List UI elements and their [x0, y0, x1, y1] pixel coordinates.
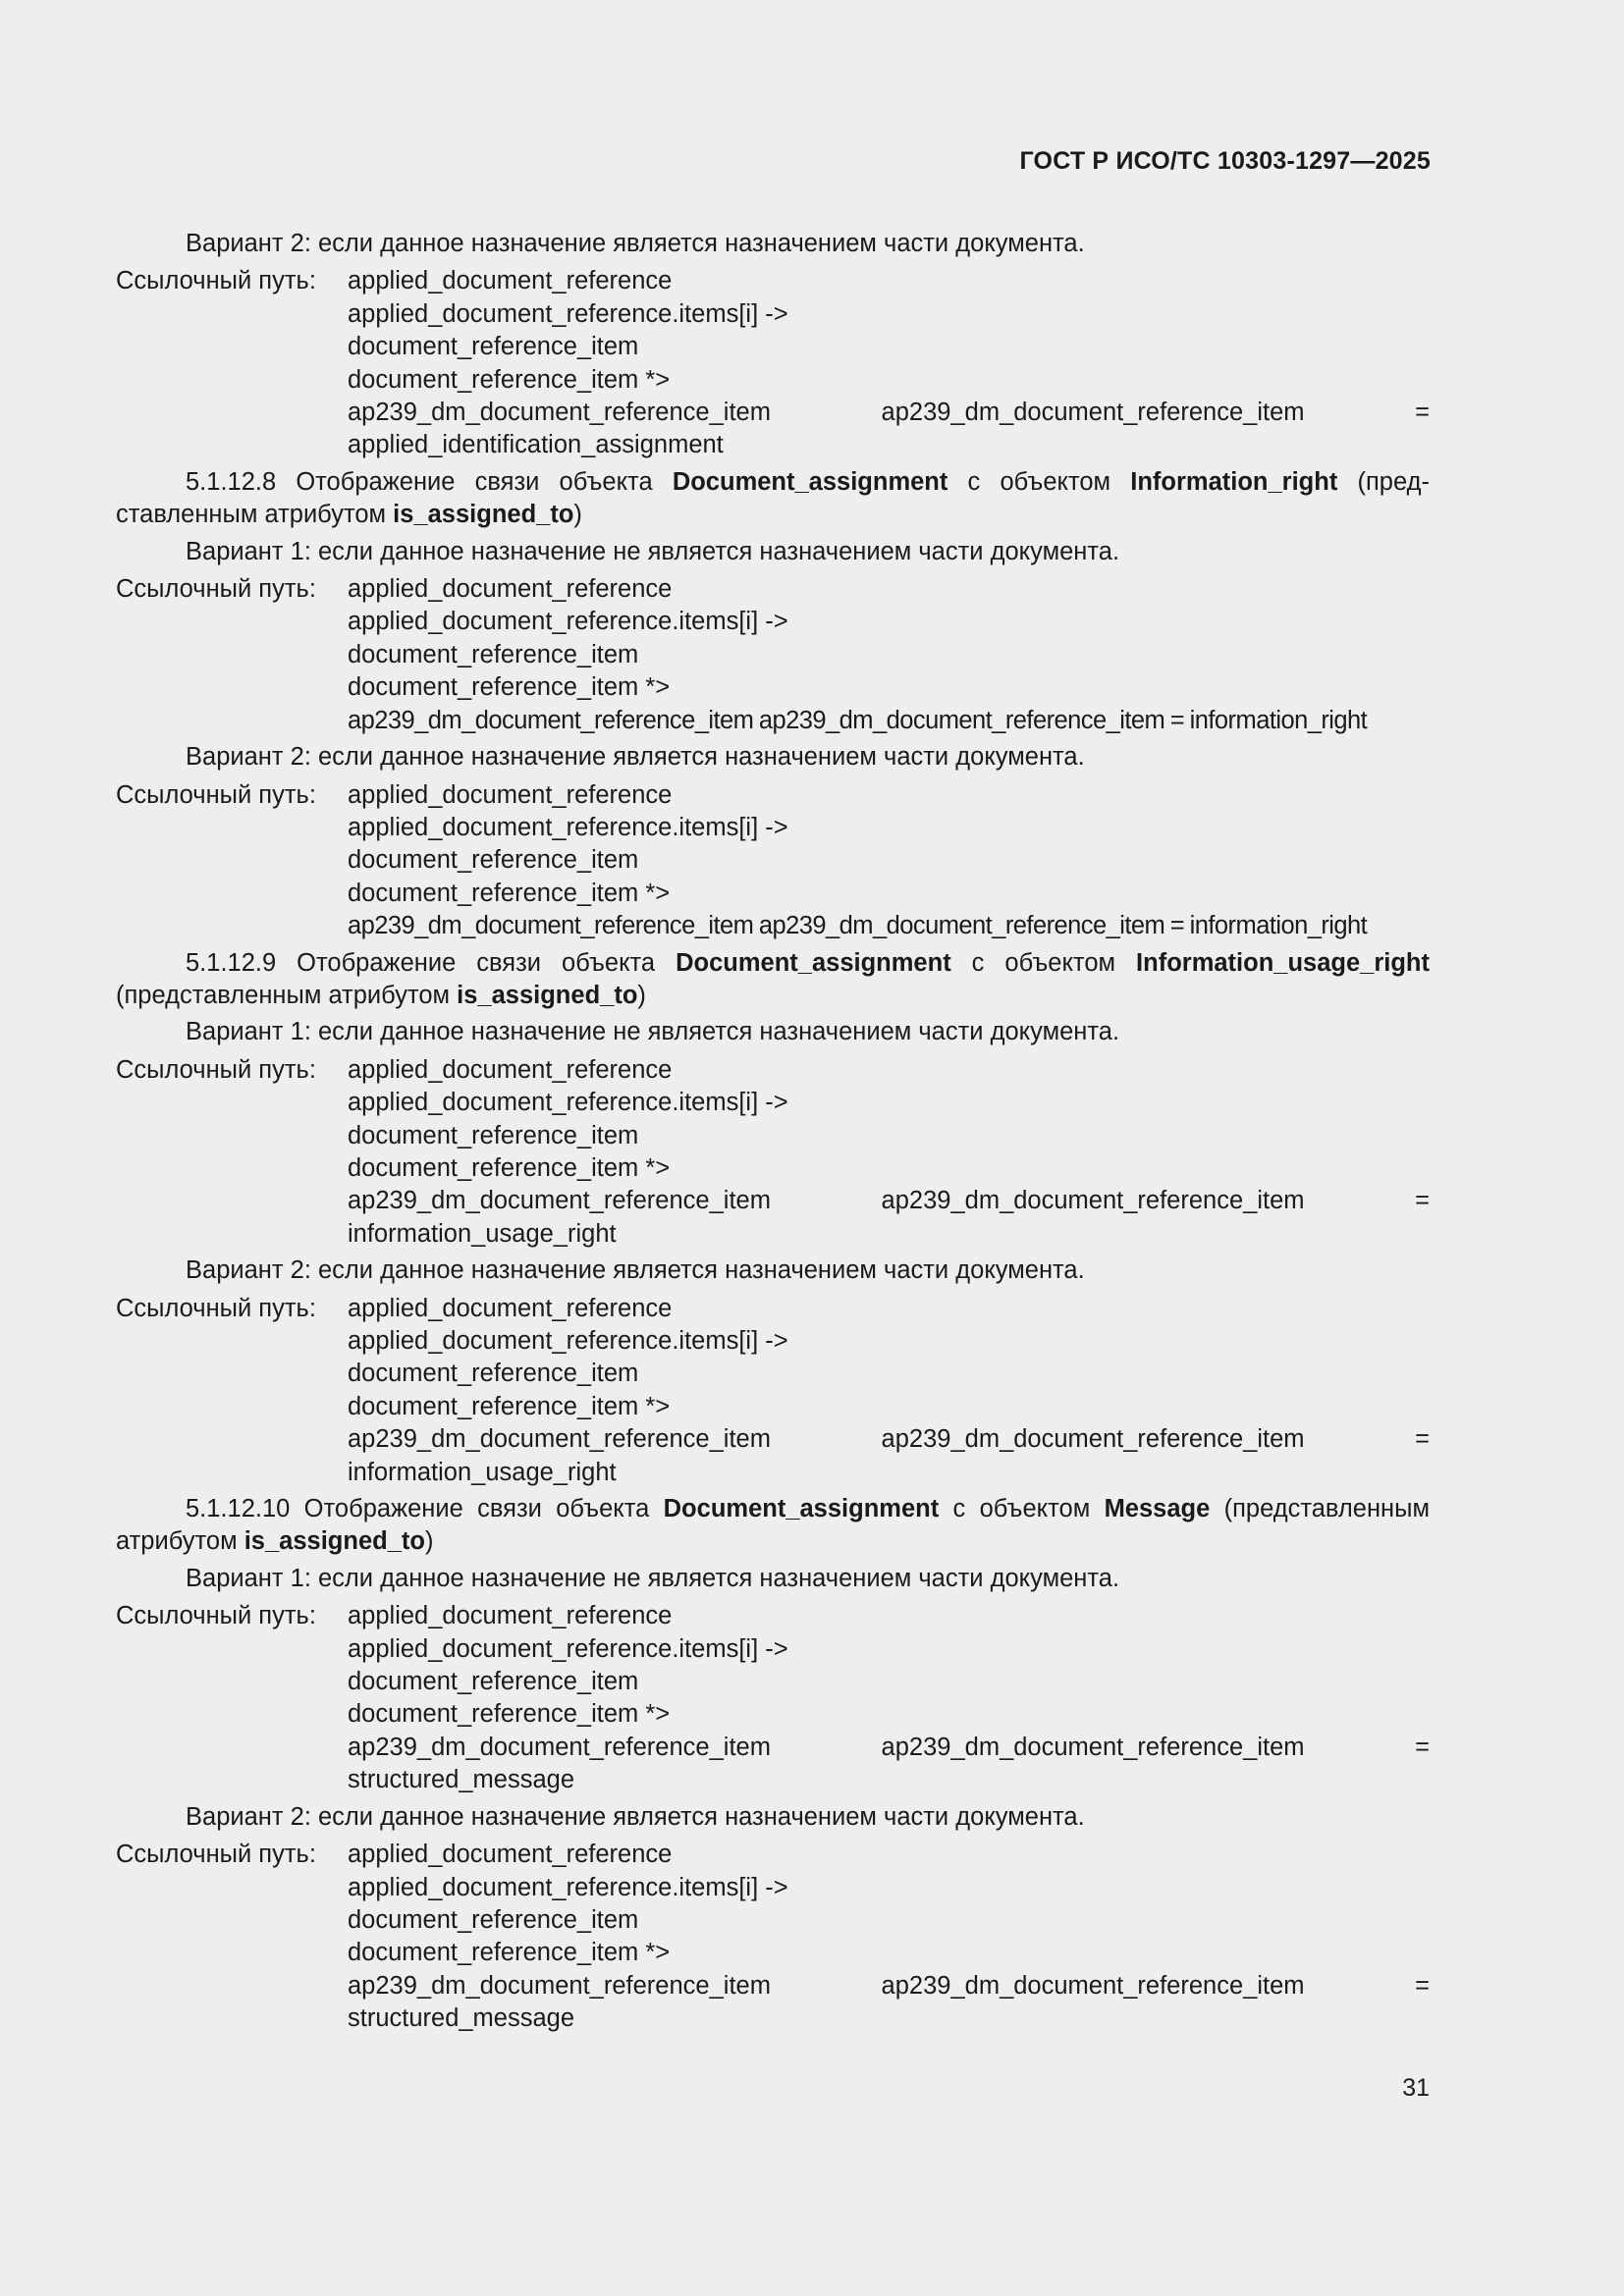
reference-path-line: document_reference_item *> — [348, 1153, 671, 1182]
title-text: ) — [637, 981, 646, 1009]
document-body — [116, 224, 1430, 2036]
variant-line: Вариант 2: если данное назначение является назначением части документа. — [186, 230, 1085, 257]
title-text: с объектом — [950, 948, 1137, 977]
reference-path-line: applied_document_reference — [348, 1841, 673, 1869]
title-text: с объектом — [947, 467, 1131, 496]
entity-name: Message — [1104, 1495, 1211, 1523]
reference-path-line: document_reference_item *> — [348, 365, 671, 394]
reference-path-line: document_reference_item — [348, 846, 639, 875]
variant-line: Вариант 1: если данное назначение не является назначением части документа. — [186, 1564, 1120, 1592]
title-text: ) — [424, 1527, 434, 1556]
reference-path-line: document_reference_item *> — [348, 1700, 671, 1729]
reference-path-label: Ссылочный путь: — [116, 267, 316, 295]
reference-path-line: ap239_dm_document_reference_item ap239_dm_document_reference_item = structured_message — [348, 1971, 1430, 2033]
reference-path-label: Ссылочный путь: — [116, 1602, 316, 1630]
title-text: (представленным атрибутом — [116, 981, 458, 1009]
reference-path-lines — [348, 779, 1430, 943]
reference-path-line: document_reference_item — [348, 333, 639, 361]
reference-path-lines — [348, 1293, 1430, 1489]
reference-path-line: document_reference_item — [348, 1668, 639, 1696]
reference-path-line: ap239_dm_document_reference_item ap239_dm_document_reference_item = information_right — [348, 912, 1368, 940]
reference-path — [116, 573, 1430, 737]
reference-path-label: Ссылочный путь: — [116, 1055, 316, 1084]
reference-path-lines — [348, 1600, 1430, 1796]
reference-path-line: document_reference_item — [348, 1905, 639, 1934]
reference-path-line: applied_document_reference.items[i] -> — [348, 1873, 788, 1901]
reference-path-label: Ссылочный путь: — [116, 780, 316, 809]
entity-name: Document_assignment — [663, 1495, 940, 1523]
reference-path-line: applied_document_reference — [348, 575, 673, 604]
title-text: 5.1.12.10 Отображение связи объекта — [186, 1495, 664, 1523]
reference-path-line: document_reference_item *> — [348, 673, 671, 702]
reference-path — [116, 1054, 1430, 1251]
reference-path — [116, 1293, 1430, 1489]
variant-line: Вариант 1: если данное назначение не является назначением части документа. — [186, 537, 1120, 565]
reference-path-lines — [348, 573, 1430, 737]
section-title — [116, 1493, 1430, 1559]
entity-name: is_assigned_to — [457, 981, 638, 1009]
reference-path-line: document_reference_item — [348, 1121, 639, 1149]
reference-path-lines — [348, 1839, 1430, 2035]
reference-path-line: ap239_dm_document_reference_item ap239_dm_document_reference_item = information_usage_right — [348, 1187, 1430, 1248]
reference-path-line: document_reference_item — [348, 1360, 639, 1388]
reference-path-line: ap239_dm_document_reference_item ap239_dm_document_reference_item = applied_identification_assignment — [348, 399, 1430, 459]
title-text: 5.1.12.8 Отображение связи объекта — [186, 467, 673, 496]
reference-path-line: document_reference_item *> — [348, 1939, 671, 1967]
reference-path-line: applied_document_reference — [348, 1055, 673, 1084]
entity-name: Information_usage_right — [1136, 948, 1430, 977]
reference-path-line: applied_document_reference.items[i] -> — [348, 1327, 788, 1355]
reference-path-line: ap239_dm_document_reference_item ap239_dm_document_reference_item = structured_message — [348, 1733, 1430, 1794]
reference-path — [116, 779, 1430, 943]
variant-line: Вариант 2: если данное назначение является назначением части документа. — [186, 1256, 1085, 1285]
section-title — [116, 466, 1430, 532]
title-text: ) — [573, 501, 582, 529]
reference-path-line: ap239_dm_document_reference_item ap239_dm_document_reference_item = information_right — [348, 706, 1368, 734]
title-text: с объектом — [939, 1495, 1105, 1523]
reference-path-line: applied_document_reference — [348, 1602, 673, 1630]
title-text: (представленным атрибутом — [116, 1495, 1430, 1556]
reference-path-lines — [348, 1054, 1430, 1251]
reference-path-line: applied_document_reference — [348, 780, 673, 809]
reference-path-label: Ссылочный путь: — [116, 1841, 316, 1869]
reference-path-label: Ссылочный путь: — [116, 1294, 316, 1322]
reference-path-line: applied_document_reference — [348, 1294, 673, 1322]
variant-line: Вариант 1: если данное назначение не является назначением части документа. — [186, 1018, 1120, 1046]
page-number: 31 — [1402, 2074, 1430, 2102]
title-text: 5.1.12.9 Отображение связи объекта — [186, 948, 677, 977]
reference-path-line: applied_document_reference.items[i] -> — [348, 608, 788, 636]
reference-path-line: ap239_dm_document_reference_item ap239_dm_document_reference_item = information_usage_right — [348, 1425, 1430, 1486]
reference-path-lines — [348, 265, 1430, 461]
reference-path-line: document_reference_item *> — [348, 879, 671, 907]
reference-path-line: applied_document_reference.items[i] -> — [348, 813, 788, 841]
reference-path-line: applied_document_reference.items[i] -> — [348, 1634, 788, 1663]
reference-path-line: document_reference_item *> — [348, 1392, 671, 1420]
reference-path-line: applied_document_reference — [348, 267, 673, 295]
reference-path — [116, 1600, 1430, 1796]
entity-name: is_assigned_to — [244, 1527, 425, 1556]
variant-line: Вариант 2: если данное назначение является назначением части документа. — [186, 743, 1085, 772]
entity-name: is_assigned_to — [393, 501, 574, 529]
reference-path — [116, 1839, 1430, 2035]
page-header-standard: ГОСТ Р ИСО/ТС 10303-1297—2025 — [1019, 147, 1431, 175]
variant-line: Вариант 2: если данное назначение является назначением части документа. — [186, 1802, 1085, 1831]
title-text: (представленным атрибутом — [116, 467, 1430, 529]
reference-path — [116, 265, 1430, 461]
reference-path-line: document_reference_item — [348, 640, 639, 668]
reference-path-line: applied_document_reference.items[i] -> — [348, 1089, 788, 1117]
reference-path-label: Ссылочный путь: — [116, 575, 316, 604]
entity-name: Information_right — [1130, 467, 1338, 496]
reference-path-line: applied_document_reference.items[i] -> — [348, 299, 788, 328]
entity-name: Document_assignment — [676, 948, 951, 977]
section-title — [116, 947, 1430, 1013]
entity-name: Document_assignment — [672, 467, 948, 496]
